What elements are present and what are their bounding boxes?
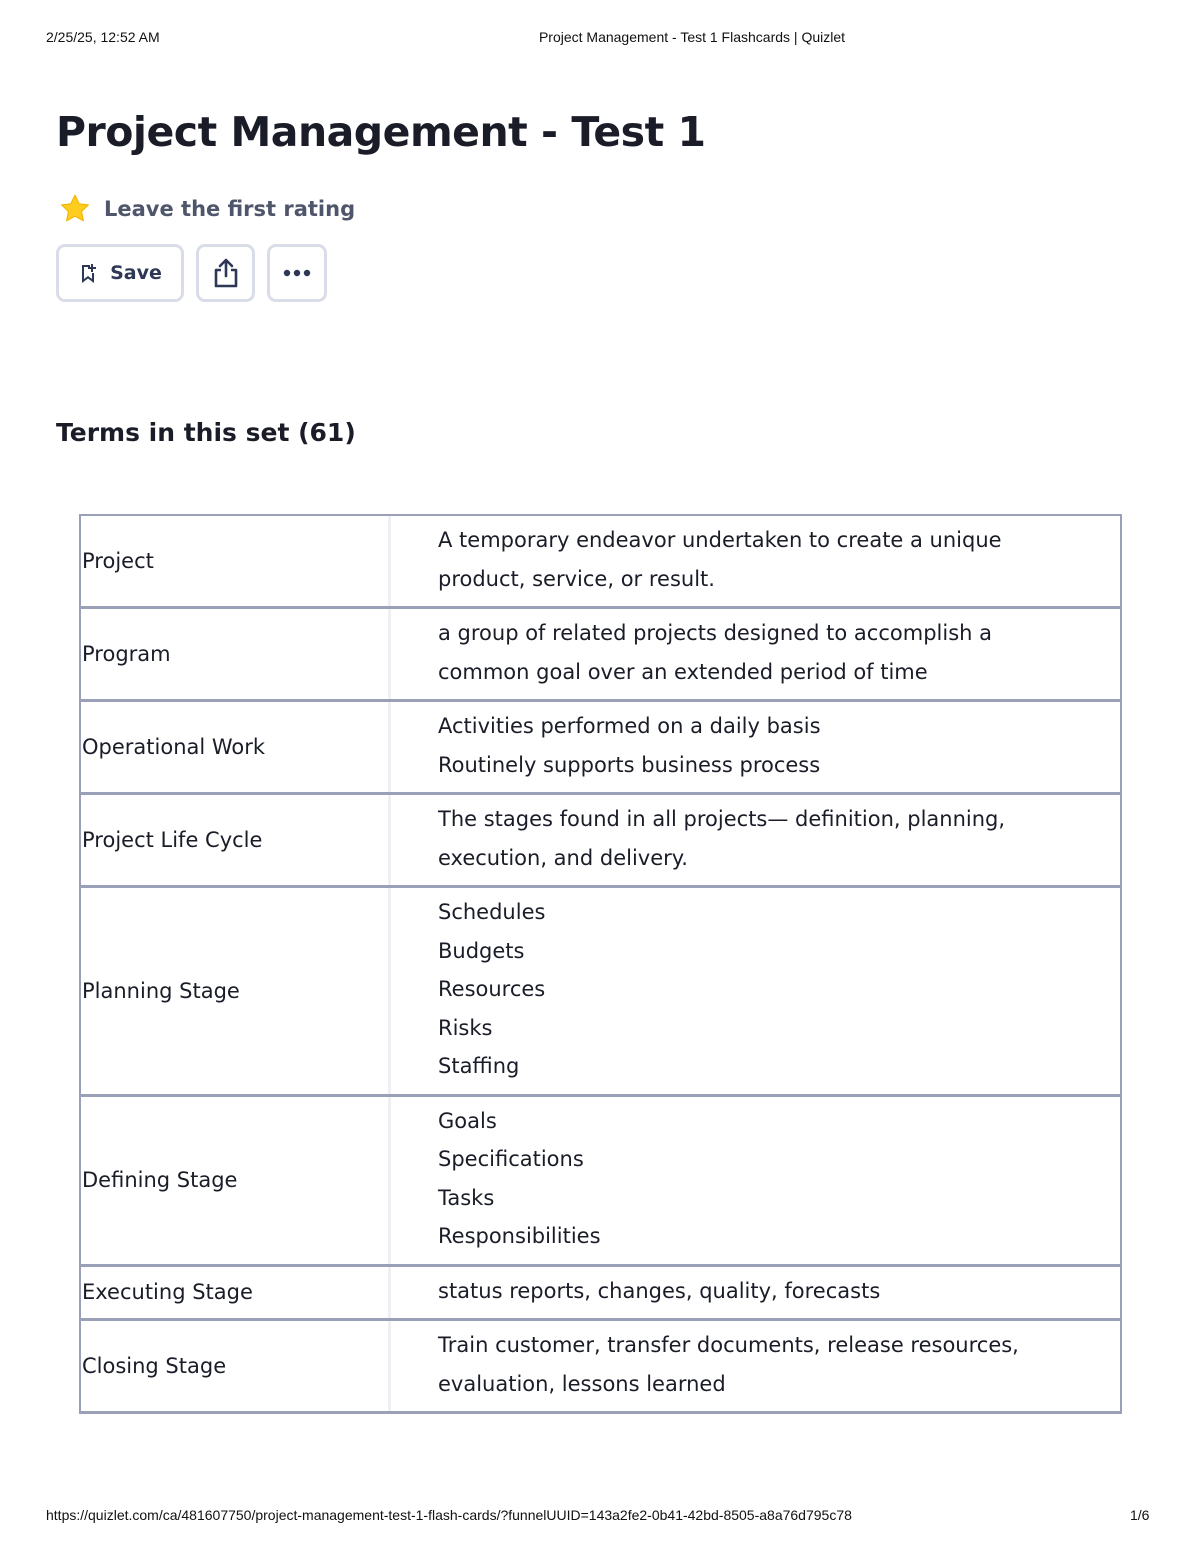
share-button[interactable] bbox=[196, 244, 255, 302]
set-title: Project Management - Test 1 bbox=[56, 108, 706, 156]
definition-line: product, service, or result. bbox=[438, 566, 715, 591]
term-row bbox=[81, 888, 1120, 1097]
terms-heading: Terms in this set (61) bbox=[56, 418, 356, 447]
definition-line: Specifications bbox=[438, 1147, 584, 1171]
definition-text bbox=[391, 1321, 1120, 1411]
term-text: Operational Work bbox=[81, 702, 391, 792]
definition-line: Schedules bbox=[438, 900, 546, 924]
term-row bbox=[81, 702, 1120, 795]
definition-text bbox=[391, 702, 1120, 792]
rating-label: Leave the first rating bbox=[104, 197, 356, 221]
definition-text bbox=[391, 609, 1120, 699]
more-options-button[interactable] bbox=[267, 244, 327, 302]
definition-line: Resources bbox=[438, 977, 546, 1001]
term-text: Project bbox=[81, 516, 391, 606]
definition-text bbox=[391, 1097, 1120, 1264]
definition-line: status reports, changes, quality, forecasts bbox=[438, 1278, 881, 1303]
definition-line: A temporary endeavor undertaken to create a unique bbox=[438, 528, 1002, 552]
print-datetime: 2/25/25, 12:52 AM bbox=[46, 29, 160, 45]
term-text: Planning Stage bbox=[81, 888, 391, 1094]
term-text: Executing Stage bbox=[81, 1267, 391, 1319]
set-actions bbox=[56, 244, 327, 302]
term-text: Program bbox=[81, 609, 391, 699]
save-button[interactable] bbox=[56, 244, 184, 302]
star-icon bbox=[58, 192, 92, 226]
definition-line: Risks bbox=[438, 1015, 493, 1040]
print-document-title: Project Management - Test 1 Flashcards | Quizlet bbox=[538, 29, 846, 45]
definition-line: The stages found in all projects— definition, planning, bbox=[438, 807, 1006, 831]
definition-line: a group of related projects designed to accomplish a bbox=[438, 621, 992, 645]
definition-line: Goals bbox=[438, 1108, 497, 1133]
term-row bbox=[81, 1321, 1120, 1414]
term-text: Closing Stage bbox=[81, 1321, 391, 1411]
definition-line: Activities performed on a daily basis bbox=[438, 714, 821, 738]
terms-table bbox=[79, 514, 1122, 1414]
term-row bbox=[81, 1097, 1120, 1267]
term-row bbox=[81, 1267, 1120, 1322]
term-row bbox=[81, 795, 1120, 888]
definition-line: execution, and delivery. bbox=[438, 845, 688, 870]
save-label: Save bbox=[110, 262, 162, 284]
term-row bbox=[81, 516, 1120, 609]
more-horizontal-icon bbox=[283, 269, 311, 277]
term-row bbox=[81, 609, 1120, 702]
print-url: https://quizlet.com/ca/481607750/project-management-test-1-flash-cards/?funnelUUID=143a2fe2-0b41-42bd-8505-a8a76d795c78 bbox=[46, 1507, 852, 1523]
definition-line: Budgets bbox=[438, 938, 525, 963]
bookmark-add-icon bbox=[78, 263, 98, 283]
rating-link[interactable] bbox=[58, 192, 355, 226]
definition-line: Routinely supports business process bbox=[438, 752, 821, 777]
definition-text bbox=[391, 1267, 1120, 1319]
definition-line: evaluation, lessons learned bbox=[438, 1371, 726, 1396]
definition-line: Train customer, transfer documents, release resources, bbox=[438, 1333, 1019, 1357]
definition-text bbox=[391, 795, 1120, 885]
page-indicator: 1/6 bbox=[1130, 1507, 1150, 1523]
definition-text bbox=[391, 888, 1120, 1094]
print-header bbox=[0, 29, 1200, 49]
definition-line: common goal over an extended period of time bbox=[438, 659, 928, 684]
term-text: Defining Stage bbox=[81, 1097, 391, 1264]
definition-line: Staffing bbox=[438, 1054, 520, 1078]
share-icon bbox=[213, 258, 239, 288]
definition-line: Tasks bbox=[438, 1185, 495, 1210]
definition-text bbox=[391, 516, 1120, 606]
term-text: Project Life Cycle bbox=[81, 795, 391, 885]
definition-line: Responsibilities bbox=[438, 1224, 601, 1248]
